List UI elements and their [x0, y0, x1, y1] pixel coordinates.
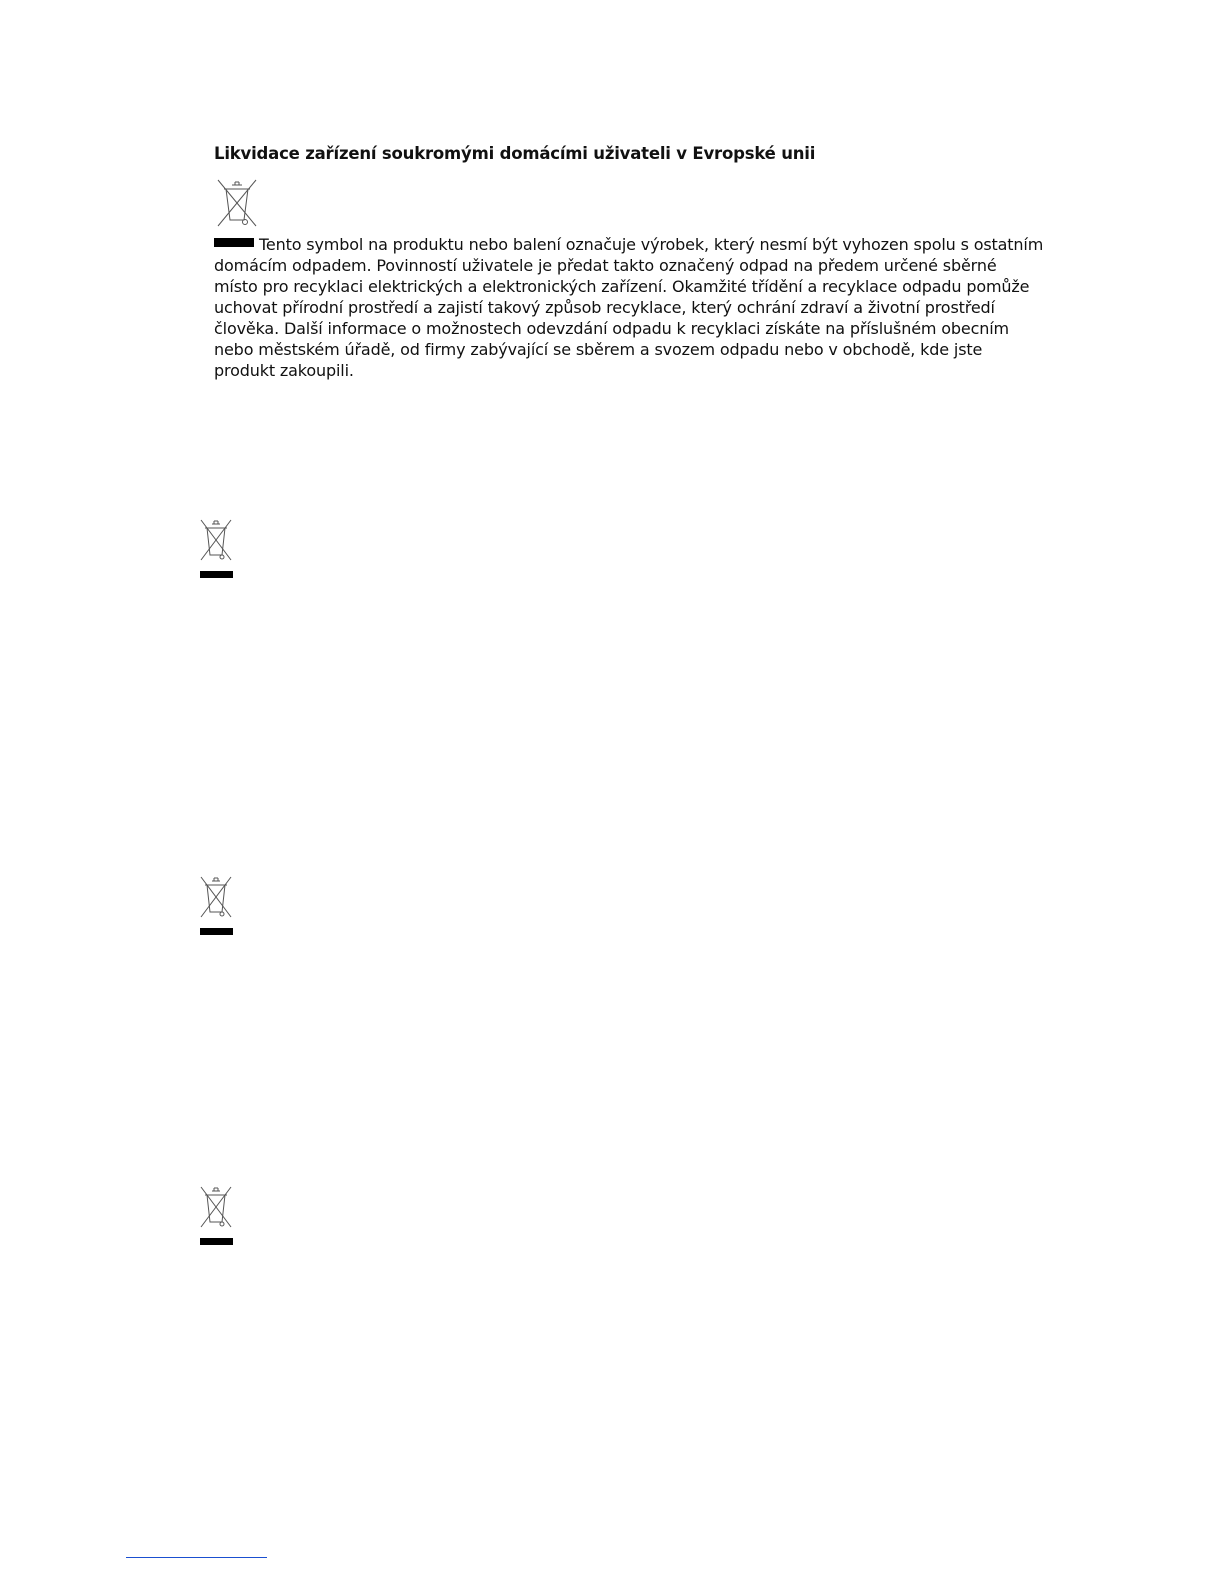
- paragraph-line: domácím odpadem. Povinností uživatele je předat takto označený odpad na předem určené sběrné: [214, 256, 997, 275]
- paragraph-line: místo pro recyklaci elektrických a elektronických zařízení. Okamžité třídění a recyklace odpadu pomůže: [214, 277, 1030, 296]
- paragraph-line: člověka. Další informace o možnostech odevzdání odpadu k recyklaci získáte na příslušném obecním: [214, 319, 1009, 338]
- page-heading: Likvidace zařízení soukromými domácími uživateli v Evropské unii: [214, 144, 816, 163]
- paragraph-line: produkt zakoupili.: [214, 361, 354, 380]
- weee-underline-bar: [214, 238, 254, 247]
- paragraph-line: Tento symbol na produktu nebo balení označuje výrobek, který nesmí být vyhozen spolu s ostatním: [214, 234, 1074, 255]
- footnote-separator: [126, 1557, 267, 1558]
- disposal-paragraph: [214, 234, 1074, 381]
- weee-symbol-icon: [198, 1185, 234, 1247]
- weee-symbol-icon: [198, 875, 234, 937]
- paragraph-line: nebo městském úřadě, od firmy zabývající se sběrem a svozem odpadu nebo v obchodě, kde jste: [214, 340, 983, 359]
- paragraph-line: uchovat přírodní prostředí a zajistí takový způsob recyklace, který ochrání zdraví a životní prostředí: [214, 298, 995, 317]
- weee-symbol-icon: [198, 518, 234, 580]
- wheelie-bin-icon: [214, 176, 260, 228]
